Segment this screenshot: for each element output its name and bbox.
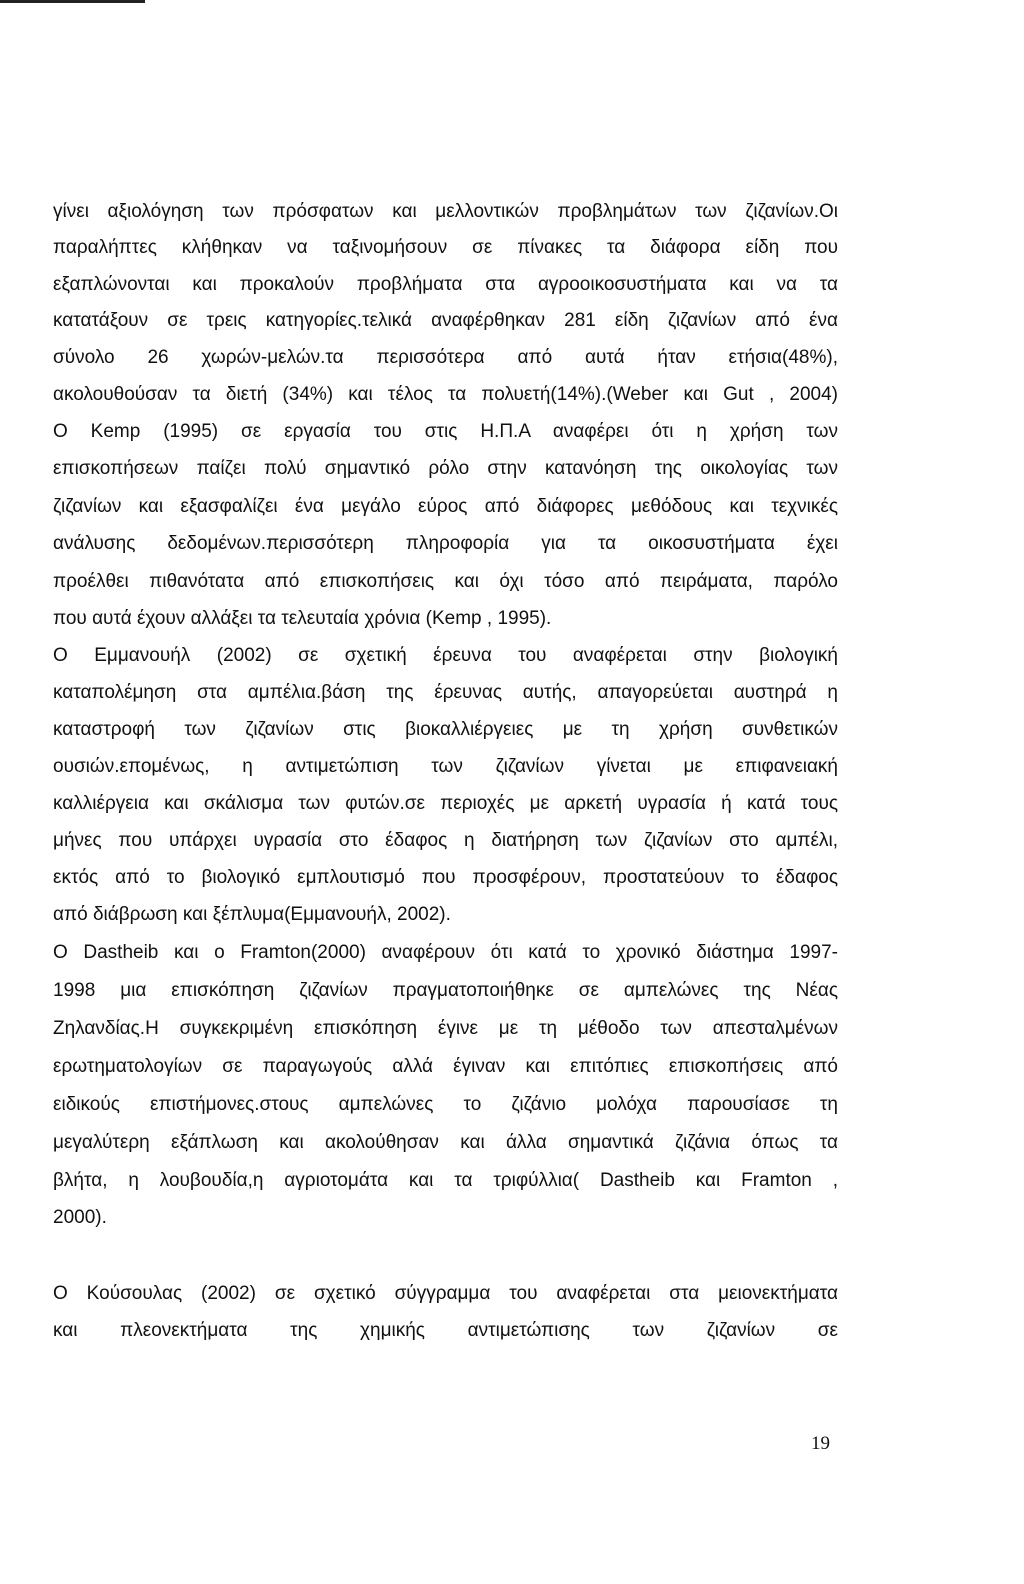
text-line: σύνολο 26 χωρών-μελών.τα περισσότερα από αυτά ήταν ετήσια(48%), [53,347,838,368]
text-line: βλήτα, η λουβουδία,η αγριοτομάτα και τα τριφύλλια( Dastheib και Framton , [53,1170,838,1191]
text-line: μήνες που υπάρχει υγρασία στο έδαφος η διατήρηση των ζιζανίων στο αμπέλι, [53,830,838,851]
text-line: ειδικούς επιστήμονες.στους αμπελώνες το ζιζάνιο μολόχα παρουσίασε τη [53,1094,838,1115]
text-line: Ο Κούσουλας (2002) σε σχετικό σύγγραμμα του αναφέρεται στα μειονεκτήματα [53,1283,838,1304]
text-line: καταστροφή των ζιζανίων στις βιοκαλλιέργειες με τη χρήση συνθετικών [53,719,838,740]
text-line: Ο Kemp (1995) σε εργασία του στις Η.Π.Α αναφέρει ότι η χρήση των [53,421,838,442]
text-line: γίνει αξιολόγηση των πρόσφατων και μελλοντικών προβλημάτων των ζιζανίων.Οι [53,201,838,222]
text-line: Ζηλανδίας.Η συγκεκριμένη επισκόπηση έγινε με τη μέθοδο των απεσταλμένων [53,1018,838,1039]
text-line: και πλεονεκτήματα της χημικής αντιμετώπισης των ζιζανίων σε [53,1320,838,1341]
text-line: παραλήπτες κλήθηκαν να ταξινομήσουν σε πίνακες τα διάφορα είδη που [53,237,838,258]
text-line: καλλιέργεια και σκάλισμα των φυτών.σε περιοχές με αρκετή υγρασία ή κατά τους [53,793,838,814]
text-line: επισκοπήσεων παίζει πολύ σημαντικό ρόλο στην κατανόηση της οικολογίας των [53,458,838,479]
text-line: ανάλυσης δεδομένων.περισσότερη πληροφορία για τα οικοσυστήματα έχει [53,533,838,554]
text-line: 1998 μια επισκόπηση ζιζανίων πραγματοποιήθηκε σε αμπελώνες της Νέας [53,980,838,1001]
text-line: από διάβρωση και ξέπλυμα(Εμμανουήλ, 2002). [53,904,451,925]
text-line: ερωτηματολογίων σε παραγωγούς αλλά έγιναν και επιτόπιες επισκοπήσεις από [53,1056,838,1077]
page-number: 19 [811,1433,830,1454]
text-line: Ο Dastheib και ο Framton(2000) αναφέρουν ότι κατά το χρονικό διάστημα 1997- [53,942,838,963]
text-line: προέλθει πιθανότατα από επισκοπήσεις και όχι τόσο από πειράματα, παρόλο [53,571,838,592]
text-line: Ο Εμμανουήλ (2002) σε σχετική έρευνα του αναφέρεται στην βιολογική [53,645,838,666]
text-line: 2000). [53,1207,107,1228]
text-line: που αυτά έχουν αλλάξει τα τελευταία χρόνια (Kemp , 1995). [53,608,552,629]
text-line: κατατάξουν σε τρεις κατηγορίες.τελικά αναφέρθηκαν 281 είδη ζιζανίων από ένα [53,310,838,331]
text-line: μεγαλύτερη εξάπλωση και ακολούθησαν και άλλα σημαντικά ζιζάνια όπως τα [53,1132,838,1153]
text-line: ζιζανίων και εξασφαλίζει ένα μεγάλο εύρος από διάφορες μεθόδους και τεχνικές [53,496,838,517]
text-line: εξαπλώνονται και προκαλούν προβλήματα στα αγροοικοσυστήματα και να τα [53,274,838,295]
text-line: ουσιών.επομένως, η αντιμετώπιση των ζιζανίων γίνεται με επιφανειακή [53,756,838,777]
text-line: ακολουθούσαν τα διετή (34%) και τέλος τα πολυετή(14%).(Weber και Gut , 2004) [53,384,838,405]
text-line: εκτός από το βιολογικό εμπλουτισμό που προσφέρουν, προστατεύουν το έδαφος [53,867,838,888]
text-line: καταπολέμηση στα αμπέλια.βάση της έρευνας αυτής, απαγορεύεται αυστηρά η [53,682,838,703]
